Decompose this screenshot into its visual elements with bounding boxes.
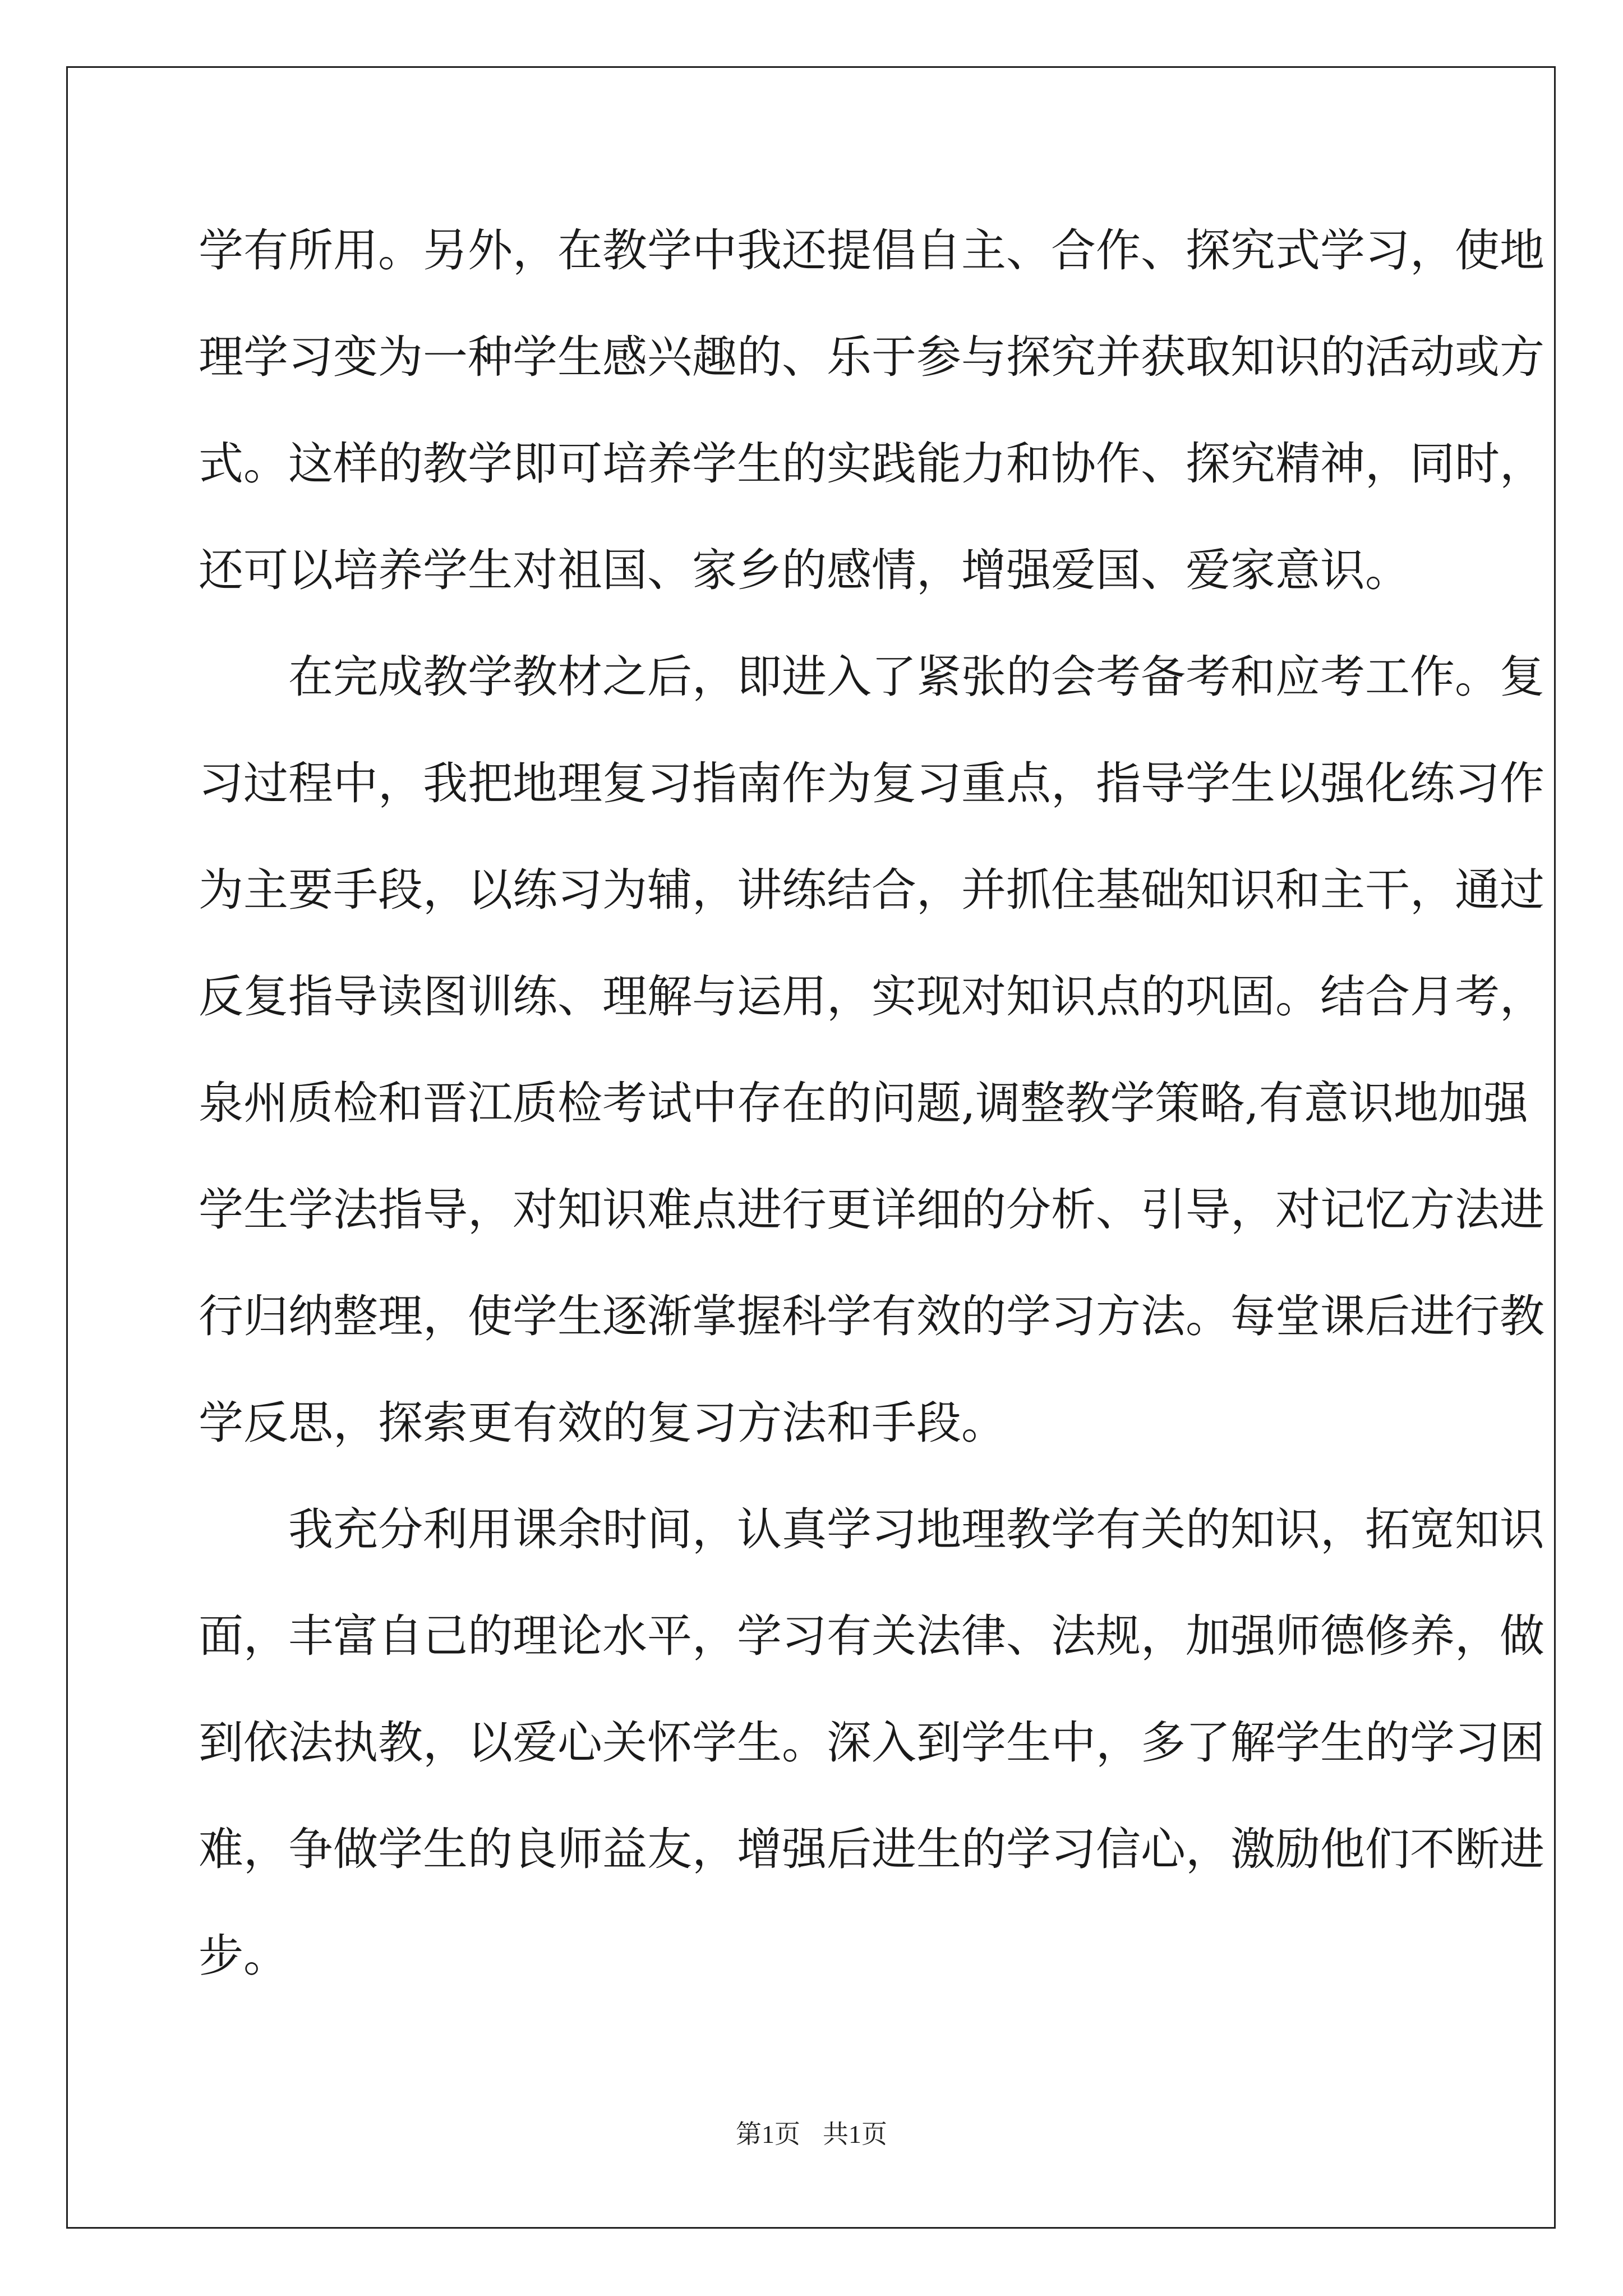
- page-footer: [0, 2118, 1623, 2151]
- paragraph-3-line-2: 面，丰富自己的理论水平，学习有关法律、法规，加强师德修养，做: [199, 1610, 1544, 1662]
- paragraph-3-line-3: 到依法执教，以爱心关怀学生。深入到学生中，多了解学生的学习困: [199, 1717, 1544, 1769]
- paragraph-2-line-7: 行归纳整理，使学生逐渐掌握科学有效的学习方法。每堂课后进行教: [199, 1290, 1544, 1342]
- paragraph-2-line-6: 学生学法指导，对知识难点进行更详细的分析、引导，对记忆方法进: [199, 1184, 1544, 1236]
- paragraph-2-line-8: 学反思，探索更有效的复习方法和手段。: [199, 1397, 1006, 1449]
- paragraph-3-line-1: 我充分利用课余时间，认真学习地理教学有关的知识，拓宽知识: [288, 1503, 1544, 1556]
- paragraph-3-line-4: 难，争做学生的良师益友，增强后进生的学习信心，激励他们不断进: [199, 1823, 1544, 1875]
- paragraph-2-line-4: 反复指导读图训练、理解与运用，实现对知识点的巩固。结合月考，: [199, 970, 1544, 1023]
- paragraph-1-line-2: 理学习变为一种学生感兴趣的、乐于参与探究并获取知识的活动或方: [199, 331, 1544, 383]
- paragraph-1-line-1: 学有所用。另外，在教学中我还提倡自主、合作、探究式学习，使地: [199, 224, 1544, 277]
- page-number-current: 第1页: [736, 2120, 800, 2148]
- paragraph-2-line-2: 习过程中，我把地理复习指南作为复习重点，指导学生以强化练习作: [199, 757, 1544, 809]
- page-number-total: 共1页: [823, 2120, 887, 2148]
- paragraph-2-line-3: 为主要手段，以练习为辅，讲练结合，并抓住基础知识和主干，通过: [199, 864, 1544, 916]
- paragraph-2-line-1: 在完成教学教材之后，即进入了紧张的会考备考和应考工作。复: [288, 651, 1544, 703]
- paragraph-2-line-5: 泉州质检和晋江质检考试中存在的问题,调整教学策略,有意识地加强: [199, 1077, 1528, 1129]
- paragraph-1-line-3: 式。这样的教学即可培养学生的实践能力和协作、探究精神，同时，: [199, 438, 1544, 490]
- document-body: [199, 209, 1544, 2021]
- paragraph-1-line-4: 还可以培养学生对祖国、家乡的感情，增强爱国、爱家意识。: [199, 544, 1410, 596]
- paragraph-3-line-5: 步。: [199, 1930, 288, 1982]
